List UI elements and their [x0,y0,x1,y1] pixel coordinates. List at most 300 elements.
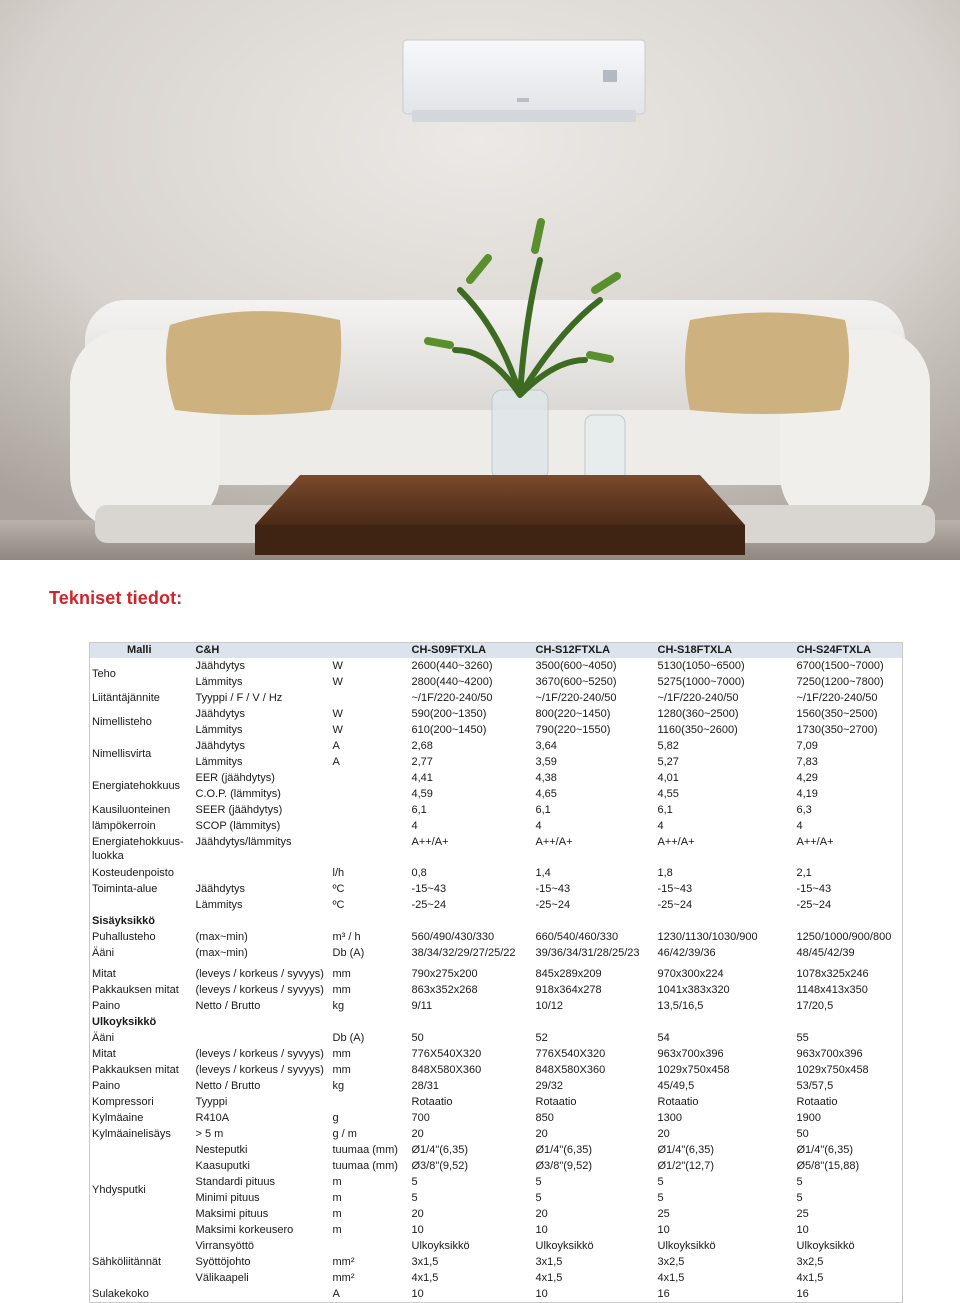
table-cell: m [332,1223,342,1236]
table-cell: Jäähdytys [195,882,246,895]
table-cell: 54 [657,1031,670,1044]
row-label: Ääni [92,946,115,959]
section-row-indoor-unit [90,913,903,929]
table-cell: 13,5/16,5 [657,999,704,1012]
table-cell: 5 [411,1191,418,1204]
table-row [90,1174,903,1190]
header-cell: CH-S24FTXLA [795,643,903,659]
table-cell: 4 [411,819,418,832]
table-cell: kg [332,999,345,1012]
table-row [90,658,903,674]
table-cell [331,690,410,706]
table-cell: m [332,1175,342,1188]
table-cell: ~/1F/220-240/50 [411,691,493,704]
table-cell: W [332,707,343,720]
table-cell: 4,59 [411,787,433,800]
table-row [90,998,903,1014]
table-cell [331,1238,410,1254]
table-row [90,1030,903,1046]
table-cell: 10 [796,1223,809,1236]
row-label: Puhallusteho [92,930,156,943]
table-cell: -15~43 [796,882,832,895]
header-cell: Malli [90,643,194,659]
table-cell: 20 [411,1207,424,1220]
table-row [90,1094,903,1110]
table-row [90,929,903,945]
table-cell: 7,83 [796,755,818,768]
table-cell [331,786,410,802]
table-cell: Lämmitys [195,898,243,911]
table-cell: (leveys / korkeus / syvyys) [195,983,324,996]
row-label: Teho [92,667,116,680]
table-cell [194,865,331,881]
table-row [90,834,903,865]
table-row [90,754,903,770]
table-row [90,1142,903,1158]
coffee-table [255,475,745,555]
table-cell [331,818,410,834]
table-cell: 3,59 [535,755,557,768]
table-cell: 963x700x396 [657,1047,724,1060]
table-cell: 1148x413x350 [796,983,868,996]
table-cell: 55 [796,1031,809,1044]
row-label: Toiminta-alue [92,882,158,895]
row-label: Paino [92,1079,121,1092]
table-row [90,1190,903,1206]
header-cell: CH-S09FTXLA [410,643,534,659]
table-cell: mm [332,1063,351,1076]
table-cell: Ulkoyksikkö [796,1239,855,1252]
row-label: Kausiluonteinen [92,803,171,816]
table-cell: 5 [796,1175,803,1188]
table-cell: 4x1,5 [411,1271,439,1284]
table-cell: Nesteputki [195,1143,248,1156]
section-title: Ulkoyksikkö [92,1015,157,1028]
table-cell: Maksimi korkeusero [195,1223,294,1236]
table-cell: mm [332,983,351,996]
table-cell: 5 [535,1175,542,1188]
table-row [90,1158,903,1174]
table-cell: 3,64 [535,739,557,752]
table-cell: Lämmitys [195,755,243,768]
table-cell: 4,55 [657,787,679,800]
table-cell [331,802,410,818]
table-cell: 10/12 [535,999,564,1012]
table-cell: Netto / Brutto [195,999,261,1012]
table-row [90,945,903,961]
table-cell: tuumaa (mm) [332,1159,398,1172]
table-cell: 7250(1200~7800) [796,675,884,688]
table-cell: ºC [332,882,345,895]
row-label: lämpökerroin [92,819,156,832]
table-cell: 4,41 [411,771,433,784]
table-cell: 52 [535,1031,548,1044]
table-cell: 5 [535,1191,542,1204]
table-cell: 1280(360~2500) [657,707,739,720]
row-label: Kompressori [92,1095,154,1108]
table-cell: 800(220~1450) [535,707,611,720]
table-cell: 4,65 [535,787,557,800]
table-cell: Tyyppi / F / V / Hz [195,691,283,704]
table-cell: 5,82 [657,739,679,752]
table-cell: 970x300x224 [657,967,724,980]
table-cell: 3670(600~5250) [535,675,617,688]
table-cell: Ø1/4"(6,35) [535,1143,592,1156]
table-cell [331,1094,410,1110]
table-cell: 848X580X360 [535,1063,606,1076]
table-cell: -15~43 [411,882,447,895]
table-cell [194,1286,331,1303]
table-cell: 4 [535,819,542,832]
table-cell: 845x289x209 [535,967,602,980]
table-cell: -15~43 [535,882,571,895]
row-label: Nimellisvirta [92,747,152,760]
table-row [90,1126,903,1142]
table-cell: C.O.P. (lämmitys) [195,787,281,800]
table-cell: 5 [796,1191,803,1204]
table-cell: (leveys / korkeus / syvyys) [195,1063,324,1076]
table-cell: 918x364x278 [535,983,602,996]
table-cell: A++/A+ [796,836,834,848]
table-cell: Db (A) [332,946,365,959]
table-cell: 610(200~1450) [411,723,487,736]
table-cell: Maksimi pituus [195,1207,269,1220]
table-cell: W [332,659,343,672]
table-row [90,802,903,818]
table-cell: Lämmitys [195,723,243,736]
table-row [90,786,903,802]
table-cell: 10 [535,1287,548,1300]
row-label: Sähköliitännät [92,1255,162,1268]
table-cell: 790x275x200 [411,967,478,980]
table-cell: Ø1/4"(6,35) [796,1143,853,1156]
row-label: Kylmäainelisäys [92,1127,171,1140]
air-conditioner-unit [403,40,645,122]
table-cell: Standardi pituus [195,1175,275,1188]
table-cell: Rotaatio [796,1095,838,1108]
table-cell: 5130(1050~6500) [657,659,745,672]
table-cell: 4 [796,819,803,832]
table-row [90,897,903,913]
table-cell: 5275(1000~7000) [657,675,745,688]
table-cell: -15~43 [657,882,693,895]
table-cell: Syöttöjohto [195,1255,251,1268]
table-cell: 4 [657,819,664,832]
header-cell: CH-S12FTXLA [534,643,656,659]
table-row [90,722,903,738]
table-cell: ~/1F/220-240/50 [657,691,739,704]
header-cell [331,643,410,659]
table-row [90,865,903,881]
table-row [90,738,903,754]
table-cell [331,770,410,786]
table-cell: 6,1 [411,803,427,816]
table-cell: 5 [411,1175,418,1188]
row-label: Energiatehokkuus-luokka [92,836,184,862]
table-row [90,674,903,690]
table-cell: mm² [332,1271,355,1284]
table-cell: -25~24 [411,898,447,911]
row-label [90,897,194,913]
spec-table [89,642,903,1303]
table-cell: -25~24 [535,898,571,911]
table-cell: 50 [411,1031,424,1044]
table-cell: 46/42/39/36 [657,946,716,959]
table-cell: 1250/1000/900/800 [796,930,892,943]
table-row [90,1286,903,1303]
table-cell: -25~24 [657,898,693,911]
table-cell: 6700(1500~7000) [796,659,884,672]
table-row [90,1062,903,1078]
row-label: Sulakekoko [92,1287,149,1300]
table-cell: 20 [535,1127,548,1140]
table-cell: mm [332,1047,351,1060]
table-cell: 963x700x396 [796,1047,863,1060]
table-cell: A [332,739,340,752]
table-cell: Ø5/8"(15,88) [796,1159,860,1172]
table-cell: SCOP (lämmitys) [195,819,281,832]
section-row-outdoor-unit [90,1014,903,1030]
table-cell: 48/45/42/39 [796,946,855,959]
table-cell: 1078x325x246 [796,967,869,980]
table-cell: 16 [796,1287,809,1300]
table-cell: kg [332,1079,345,1092]
table-cell: Välikaapeli [195,1271,249,1284]
row-label: Kylmäaine [92,1111,144,1124]
row-label: Liitäntäjännite [92,691,160,704]
table-cell: 38/34/32/29/27/25/22 [411,946,516,959]
table-cell: 17/20,5 [796,999,834,1012]
table-cell: 3x2,5 [796,1255,824,1268]
table-cell: 50 [796,1127,809,1140]
table-cell: Ulkoyksikkö [535,1239,594,1252]
table-cell: 3x1,5 [411,1255,439,1268]
page-title: Tekniset tiedot: [49,588,183,608]
table-cell: 0,8 [411,866,427,879]
table-cell: 4x1,5 [796,1271,824,1284]
table-cell: 5 [657,1191,664,1204]
table-cell: 660/540/460/330 [535,930,619,943]
table-cell: 863x352x268 [411,983,478,996]
table-cell: 1,8 [657,866,673,879]
table-cell: ~/1F/220-240/50 [535,691,617,704]
table-cell: (leveys / korkeus / syvyys) [195,1047,324,1060]
table-cell: 53/57,5 [796,1079,834,1092]
table-row [90,1238,903,1254]
table-cell: 10 [657,1223,670,1236]
table-cell: 39/36/34/31/28/25/23 [535,946,640,959]
table-cell: 6,1 [535,803,551,816]
table-cell: Ulkoyksikkö [411,1239,470,1252]
table-cell: g [332,1111,339,1124]
table-cell: 2,77 [411,755,433,768]
table-cell: 6,1 [657,803,673,816]
table-cell: 4,38 [535,771,557,784]
table-cell: 20 [657,1127,670,1140]
table-cell: Rotaatio [657,1095,699,1108]
table-cell: Ulkoyksikkö [657,1239,716,1252]
table-cell: R410A [195,1111,230,1124]
table-cell: 700 [411,1111,430,1124]
table-cell: A++/A+ [535,836,573,848]
table-cell: 29/32 [535,1079,564,1092]
table-cell: 1029x750x458 [657,1063,730,1076]
table-cell: > 5 m [195,1127,224,1140]
row-label: Nimellisteho [92,715,152,728]
table-cell: Rotaatio [411,1095,453,1108]
table-cell: -25~24 [796,898,832,911]
table-cell: W [332,675,343,688]
table-cell: 45/49,5 [657,1079,695,1092]
table-cell: 9/11 [411,999,433,1012]
table-cell: Ø1/2"(12,7) [657,1159,714,1172]
table-cell: 790(220~1550) [535,723,611,736]
table-cell: 1160(350~2600) [657,723,738,736]
table-cell: Rotaatio [535,1095,577,1108]
table-cell [194,1030,331,1046]
table-cell: (max~min) [195,946,248,959]
table-cell: 2,1 [796,866,812,879]
table-cell: Lämmitys [195,675,243,688]
row-label: Yhdysputki [92,1183,146,1196]
row-label: Paino [92,999,121,1012]
table-cell: A [332,1287,340,1300]
table-row [90,966,903,982]
table-cell: A++/A+ [411,836,449,848]
header-cell: C&H [194,643,331,659]
hero-photo [0,0,960,560]
table-cell: m³ / h [332,930,361,943]
table-cell: Ø3/8"(9,52) [535,1159,592,1172]
table-cell: 1230/1130/1030/900 [657,930,758,943]
table-cell: tuumaa (mm) [332,1143,398,1156]
table-cell: Ø1/4"(6,35) [411,1143,468,1156]
table-cell: Netto / Brutto [195,1079,261,1092]
table-cell: (max~min) [195,930,248,943]
table-row [90,1254,903,1270]
table-row [90,982,903,998]
table-cell: A [332,755,340,768]
table-row [90,1270,903,1286]
table-cell: 3x1,5 [535,1255,563,1268]
table-row [90,1110,903,1126]
table-cell: l/h [332,866,345,879]
table-cell: m [332,1191,342,1204]
table-cell: 2,68 [411,739,433,752]
table-cell: Jäähdytys/lämmitys [195,836,292,848]
table-cell: Jäähdytys [195,659,246,672]
table-row [90,1046,903,1062]
table-row [90,1206,903,1222]
table-cell: 4,29 [796,771,818,784]
table-cell: 1730(350~2700) [796,723,878,736]
table-cell: 3500(600~4050) [535,659,617,672]
table-cell: 6,3 [796,803,812,816]
table-cell: 848X580X360 [411,1063,482,1076]
table-cell: EER (jäähdytys) [195,771,275,784]
table-cell [331,834,410,865]
table-cell: 1041x383x320 [657,983,730,996]
table-cell: W [332,723,343,736]
table-cell: SEER (jäähdytys) [195,803,283,816]
table-cell: 10 [411,1287,424,1300]
table-cell: 25 [657,1207,670,1220]
table-cell: 25 [796,1207,809,1220]
table-cell: 850 [535,1111,554,1124]
table-cell: 10 [535,1223,548,1236]
table-cell: Jäähdytys [195,707,246,720]
row-label: Kosteudenpoisto [92,866,174,879]
table-row [90,770,903,786]
row-label: Pakkauksen mitat [92,983,179,996]
table-cell: m [332,1207,342,1220]
table-row [90,818,903,834]
table-cell: Db (A) [332,1031,365,1044]
table-row [90,690,903,706]
row-label: Energiatehokkuus [92,779,181,792]
row-label: Pakkauksen mitat [92,1063,179,1076]
row-label: Mitat [92,967,116,980]
table-cell: 3x2,5 [657,1255,685,1268]
table-cell: 16 [657,1287,670,1300]
table-cell: 1900 [796,1111,821,1124]
table-cell: ~/1F/220-240/50 [796,691,878,704]
table-cell: 20 [535,1207,548,1220]
table-cell: mm² [332,1255,355,1268]
table-cell: 2600(440~3260) [411,659,493,672]
table-cell: 1300 [657,1111,682,1124]
header-cell: CH-S18FTXLA [656,643,795,659]
table-cell: A++/A+ [657,836,695,848]
table-cell: Jäähdytys [195,739,246,752]
table-cell: mm [332,967,351,980]
table-cell: 1560(350~2500) [796,707,878,720]
table-cell: Ø1/4"(6,35) [657,1143,714,1156]
table-cell: 560/490/430/330 [411,930,495,943]
row-label: Ääni [92,1031,115,1044]
table-cell: 2800(440~4200) [411,675,493,688]
table-cell: Ø3/8"(9,52) [411,1159,468,1172]
table-cell: 10 [411,1223,424,1236]
table-row [90,1222,903,1238]
table-cell: Tyyppi [195,1095,228,1108]
table-cell: Minimi pituus [195,1191,260,1204]
table-cell: (leveys / korkeus / syvyys) [195,967,324,980]
table-cell: 4,19 [796,787,818,800]
table-cell: Kaasuputki [195,1159,250,1172]
table-cell: 1029x750x458 [796,1063,869,1076]
table-cell: 5 [657,1175,664,1188]
table-cell: g / m [332,1127,357,1140]
table-cell: 5,27 [657,755,679,768]
table-cell: 590(200~1350) [411,707,487,720]
table-cell: 20 [411,1127,424,1140]
table-cell: 776X540X320 [535,1047,606,1060]
table-cell: 4x1,5 [657,1271,685,1284]
row-label: Mitat [92,1047,116,1060]
table-row [90,1078,903,1094]
section-title: Sisäyksikkö [92,914,155,927]
table-cell: 776X540X320 [411,1047,482,1060]
table-cell: Virransyöttö [195,1239,254,1252]
table-header-row [90,643,903,659]
table-row [90,706,903,722]
table-cell: 1,4 [535,866,551,879]
table-cell: 7,09 [796,739,818,752]
table-cell: 4,01 [657,771,679,784]
table-cell: ºC [332,898,345,911]
table-row [90,881,903,897]
